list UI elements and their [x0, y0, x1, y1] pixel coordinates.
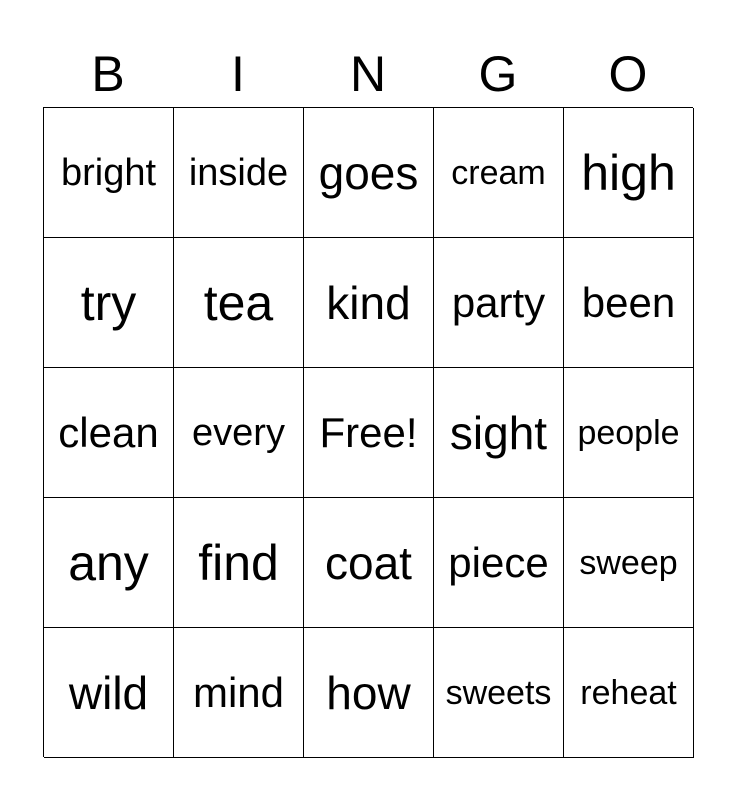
bingo-cell: inside: [174, 108, 304, 238]
bingo-cell: clean: [44, 368, 174, 498]
bingo-cell: reheat: [564, 628, 694, 758]
bingo-cell: kind: [304, 238, 434, 368]
bingo-cell: goes: [304, 108, 434, 238]
bingo-cell: piece: [434, 498, 564, 628]
free-space-cell: Free!: [304, 368, 434, 498]
bingo-cell: high: [564, 108, 694, 238]
bingo-header: [43, 42, 693, 106]
bingo-cell: been: [564, 238, 694, 368]
bingo-cell: sight: [434, 368, 564, 498]
bingo-cell: sweep: [564, 498, 694, 628]
bingo-cell: try: [44, 238, 174, 368]
bingo-cell: sweets: [434, 628, 564, 758]
bingo-cell: every: [174, 368, 304, 498]
bingo-cell: bright: [44, 108, 174, 238]
bingo-cell: find: [174, 498, 304, 628]
bingo-cell: coat: [304, 498, 434, 628]
bingo-cell: party: [434, 238, 564, 368]
bingo-cell: how: [304, 628, 434, 758]
header-letter-o: O: [608, 46, 648, 102]
bingo-card: [43, 107, 693, 757]
header-letter-g: G: [478, 46, 518, 102]
header-letter-n: N: [349, 46, 387, 102]
bingo-cell: tea: [174, 238, 304, 368]
bingo-cell: wild: [44, 628, 174, 758]
header-letter-i: I: [231, 46, 245, 102]
bingo-cell: any: [44, 498, 174, 628]
header-letter-b: B: [91, 46, 125, 102]
bingo-cell: people: [564, 368, 694, 498]
bingo-cell: cream: [434, 108, 564, 238]
bingo-cell: mind: [174, 628, 304, 758]
